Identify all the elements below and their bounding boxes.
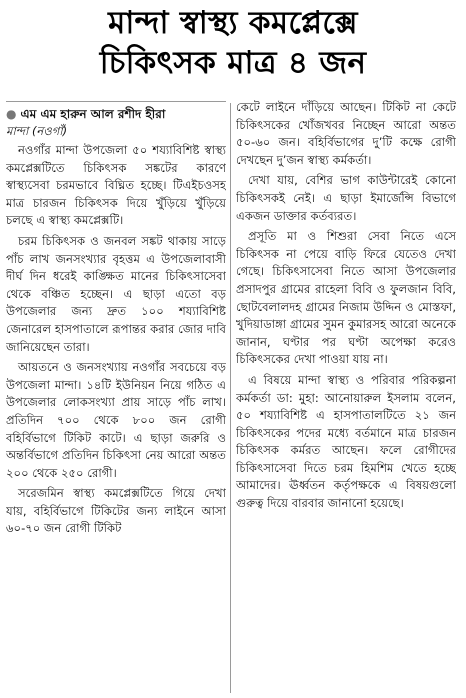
- headline-line-1: মান্দা স্বাস্থ্য কমপ্লেক্সে: [108, 5, 358, 41]
- byline: [6, 106, 226, 123]
- bullet-icon: ●: [6, 107, 17, 121]
- article-paragraph: আয়তনে ও জনসংখ্যায় নওগাঁর সবচেয়ে বড় উপজেলা মান্দা। ১৪টি ইউনিয়ন নিয়ে গঠিত এ উপজেলার লোকসংখ্যা প্রায় সাড়ে পাঁচ লাখ। প্রতিদিন ৭০০ থেকে ৮০০ জন রোগী বহির্বিভাগে টিকিট কাটে। এ ছাড়া জরুরি ও অন্তর্বিভাগে প্রতিদিন চিকিৎসা নেয় আরো অন্তত ২০০ থেকে ২৫০ রোগী।: [6, 360, 226, 480]
- dateline: মান্দা (নওগাঁ): [6, 124, 68, 138]
- article-paragraph: চরম চিকিৎসক ও জনবল সঙ্কট থাকায় সাড়ে পাঁচ লাখ জনসংখ্যার বৃহত্তম এ উপজেলাবাসী দীর্ঘ দিন ধরেই কাঙ্ক্ষিত মানের চিকিৎসাসেবা থেকে বঞ্চিত হচ্ছেন। এ ছাড়া এতো বড় উপজেলার জন্য দ্রুত ১০০ শয্যাবিশিষ্ট জেনারেল হাসপাতালে রূপান্তর করার জোর দাবি জানিয়েছেন তারা।: [6, 233, 226, 354]
- article-paragraph: কেটে লাইনে দাঁড়িয়ে আছেন। টিকিট না কেটে চিকিৎসকের খোঁজখবর নিচ্ছেন আরো অন্তত ৫০-৬০ জন। বহির্বিভাগের দু’টি কক্ষে রোগী দেখছেন দু’জন স্বাস্থ্য কর্মকর্তা।: [236, 100, 456, 167]
- article-paragraph: প্রসূতি মা ও শিশুরা সেবা নিতে এসে চিকিৎসক না পেয়ে বাড়ি ফিরে যেতেও দেখা গেছে। চিকিৎসাসেবা নিতে আসা উপজেলার প্রসাদপুর গ্রামের রাহেলা বিবি ও ফুলজান বিবি, ছোটবেলালদহ গ্রামের নিজাম উদ্দিন ও মোস্তফা, খুদিয়াডাঙ্গা গ্রামের সুমন কুমারসহ আরো অনেকে জানান, ঘণ্টার পর ঘণ্টা অপেক্ষা করেও চিকিৎসকের দেখা পাওয়া যায় না।: [236, 229, 456, 367]
- article-paragraph: এ বিষয়ে মান্দা স্বাস্থ্য ও পরিবার পরিকল্পনা কর্মকর্তা ডা: মুহা: আনোয়ারুল ইসলাম বলেন, ৫০ শয্যাবিশিষ্ট এ হাসপাতালটিতে ২১ জন চিকিৎসকের পদের মধ্যে বর্তমানে মাত্র চারজন চিকিৎসক কর্মরত আছেন। ফলে রোগীদের চিকিৎসাসেবা দিতে চরম হিমশিম খেতে হচ্ছে আমাদের। ঊর্ধ্বতন কর্তৃপক্ষকে এ বিষয়গুলো গুরুত্ব দিয়ে বারবার জানানো হয়েছে।: [236, 372, 456, 511]
- headline: [6, 3, 460, 83]
- article-body: [6, 99, 460, 695]
- byline-divider: [6, 101, 226, 102]
- article-column-right: [236, 99, 456, 695]
- byline-author: এম এম হারুন আল রশীদ হীরা: [20, 107, 166, 121]
- article-paragraph: দেখা যায়, বেশির ভাগ কাউন্টারেই কোনো চিকিৎসকই নেই। এ ছাড়া ইমার্জেন্সি বিভাগে একজন ডাক্তার কর্তব্যরত।: [236, 173, 456, 223]
- column-divider: [230, 103, 231, 693]
- article-paragraph: নওগাঁর মান্দা উপজেলা ৫০ শয্যাবিশিষ্ট স্বাস্থ্য কমপ্লেক্সটিতে চিকিৎসক সঙ্কটের কারণে স্বাস্থ্যসেবা চরমভাবে বিঘ্নিত হচ্ছে। টিএইচওসহ মাত্র চারজন চিকিৎসক দিয়ে খুঁড়িয়ে খুঁড়িয়ে চলছে এ স্বাস্থ্য কমপ্লেক্সটি।: [6, 143, 226, 228]
- newspaper-clipping: [0, 3, 466, 698]
- headline-line-2: চিকিৎসক মাত্র ৪ জন: [99, 45, 367, 81]
- article-column-left: [6, 99, 226, 695]
- article-paragraph: সরেজমিন স্বাস্থ্য কমপ্লেক্সটিতে গিয়ে দেখা যায়, বহির্বিভাগে টিকিটের জন্য লাইনে আসা ৬০-৭০ জন রোগী টিকিট: [6, 486, 226, 536]
